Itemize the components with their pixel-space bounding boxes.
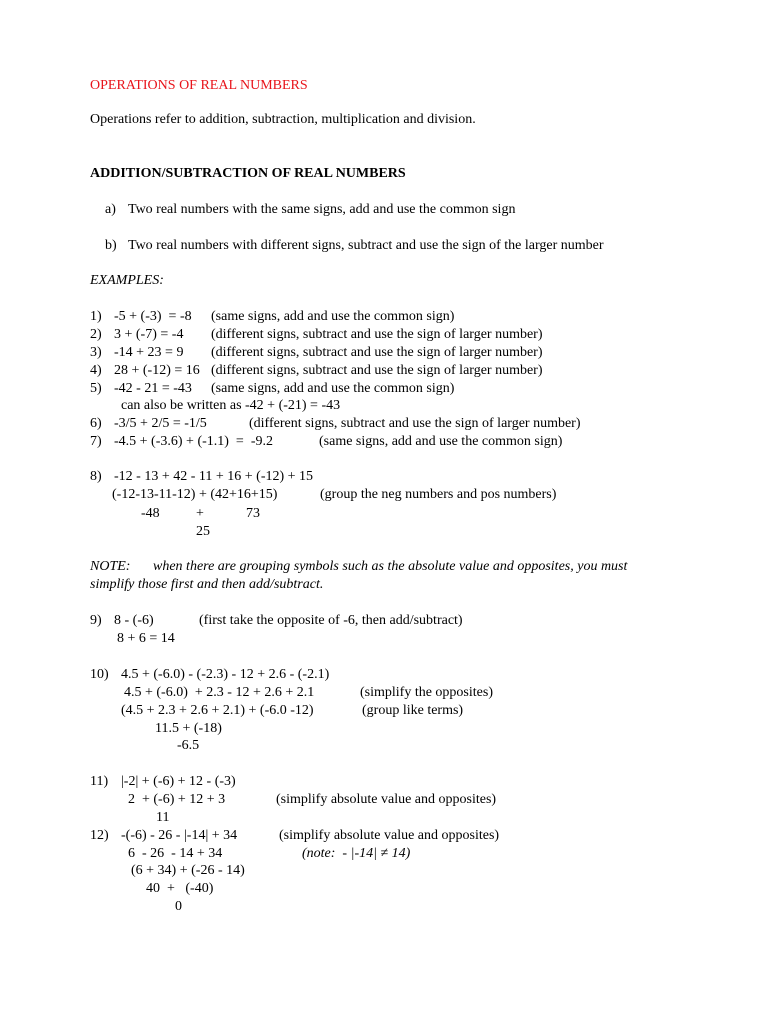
example-expression: -14 + 23 = 9: [114, 345, 184, 360]
example-alternate-form: can also be written as -42 + (-21) = -43: [121, 398, 341, 413]
example-result: -6.5: [177, 738, 200, 753]
example-step: 40 + (-40): [146, 881, 214, 896]
example-step: (-12-13-11-12) + (42+16+15): [112, 487, 278, 502]
example-expression: -5 + (-3) = -8: [114, 309, 192, 324]
example-step: 11.5 + (-18): [155, 721, 222, 736]
example-expression: 3 + (-7) = -4: [114, 327, 184, 342]
example-number: 8): [90, 469, 102, 484]
example-note: (first take the opposite of -6, then add/subtract): [199, 613, 463, 628]
example-expression: -42 - 21 = -43: [114, 381, 192, 396]
example-note: (different signs, subtract and use the sign of larger number): [211, 345, 543, 360]
example-number: 6): [90, 416, 102, 431]
example-number: 12): [90, 828, 109, 843]
rule-b-marker: b): [105, 238, 117, 253]
page-title: OPERATIONS OF REAL NUMBERS: [90, 78, 308, 93]
example-result: 11: [156, 810, 170, 825]
example-expression: -12 - 13 + 42 - 11 + 16 + (-12) + 15: [114, 469, 314, 484]
example-note: (different signs, subtract and use the sign of larger number): [211, 327, 543, 342]
example-step-note: (simplify the opposites): [360, 685, 493, 700]
example-step-note: (group like terms): [362, 703, 464, 718]
example-step: 8 + 6 = 14: [117, 631, 175, 646]
example-note: (same signs, add and use the common sign): [211, 309, 455, 324]
rule-a-text: Two real numbers with the same signs, add and use the common sign: [128, 202, 516, 217]
examples-heading: EXAMPLES:: [90, 273, 164, 288]
example-expression: -(-6) - 26 - |-14| + 34: [121, 828, 238, 843]
example-expression: -3/5 + 2/5 = -1/5: [114, 416, 207, 431]
example-result: 0: [175, 899, 182, 914]
example-step-note: (note: - |-14| ≠ 14): [302, 846, 411, 861]
example-number: 9): [90, 613, 102, 628]
rule-a-marker: a): [105, 202, 116, 217]
example-positive-sum: 73: [246, 506, 260, 521]
example-note: (same signs, add and use the common sign): [211, 381, 455, 396]
example-step: (4.5 + 2.3 + 2.6 + 2.1) + (-6.0 -12): [121, 703, 314, 718]
intro-text: Operations refer to addition, subtraction, multiplication and division.: [90, 112, 476, 127]
example-step: 4.5 + (-6.0) + 2.3 - 12 + 2.6 + 2.1: [124, 685, 315, 700]
example-number: 5): [90, 381, 102, 396]
example-step: 6 - 26 - 14 + 34: [128, 846, 223, 861]
rule-b-text: Two real numbers with different signs, subtract and use the sign of the larger number: [128, 238, 604, 253]
example-number: 3): [90, 345, 102, 360]
section-heading: ADDITION/SUBTRACTION OF REAL NUMBERS: [90, 166, 406, 181]
example-result: 25: [196, 524, 210, 539]
example-number: 10): [90, 667, 109, 682]
example-number: 4): [90, 363, 102, 378]
example-note: (different signs, subtract and use the sign of larger number): [211, 363, 543, 378]
example-note: (different signs, subtract and use the sign of larger number): [249, 416, 581, 431]
example-step-note: (simplify absolute value and opposites): [276, 792, 497, 807]
example-negative-sum: -48: [141, 506, 160, 521]
note-text-line: simplify those first and then add/subtract.: [90, 577, 324, 592]
example-expression: 8 - (-6): [114, 613, 154, 628]
example-number: 11): [90, 774, 109, 789]
example-step: (6 + 34) + (-26 - 14): [131, 863, 245, 878]
example-expression: 4.5 + (-6.0) - (-2.3) - 12 + 2.6 - (-2.1): [121, 667, 330, 682]
example-number: 7): [90, 434, 102, 449]
example-expression: -4.5 + (-3.6) + (-1.1) = -9.2: [114, 434, 273, 449]
example-note: (same signs, add and use the common sign): [319, 434, 563, 449]
example-number: 2): [90, 327, 102, 342]
example-step-note: (group the neg numbers and pos numbers): [320, 487, 557, 502]
example-plus-sign: +: [196, 506, 204, 521]
example-expression: |-2| + (-6) + 12 - (-3): [121, 774, 236, 789]
example-note: (simplify absolute value and opposites): [279, 828, 500, 843]
note-text-line: when there are grouping symbols such as the absolute value and opposites, you must: [153, 559, 628, 574]
example-number: 1): [90, 309, 102, 324]
example-step: 2 + (-6) + 12 + 3: [128, 792, 226, 807]
note-label: NOTE:: [90, 559, 131, 574]
example-expression: 28 + (-12) = 16: [114, 363, 200, 378]
